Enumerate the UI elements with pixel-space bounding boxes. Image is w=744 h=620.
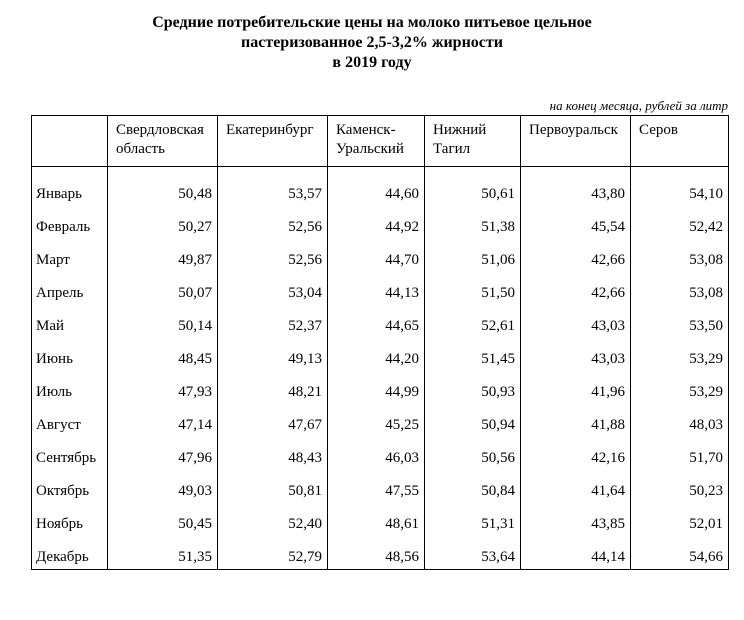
title-line: в 2019 году [332,54,412,71]
price-cell: 50,84 [425,469,521,502]
price-cell: 48,45 [108,337,218,370]
month-cell: Октябрь [32,469,108,502]
column-header: Нижний Тагил [425,116,521,167]
price-cell: 51,45 [425,337,521,370]
price-cell: 53,57 [218,167,328,206]
header-corner-cell [32,116,108,167]
month-cell: Март [32,238,108,271]
price-cell: 53,64 [425,535,521,570]
price-cell: 51,38 [425,205,521,238]
price-cell: 54,66 [631,535,729,570]
price-cell: 50,56 [425,436,521,469]
table-row [32,370,729,403]
document-title [0,13,744,73]
price-cell: 52,56 [218,205,328,238]
price-cell: 43,85 [521,502,631,535]
price-cell: 48,56 [328,535,425,570]
column-header: Екатеринбург [218,116,328,167]
price-cell: 44,60 [328,167,425,206]
table-body [32,167,729,570]
price-cell: 46,03 [328,436,425,469]
price-cell: 48,61 [328,502,425,535]
price-cell: 50,94 [425,403,521,436]
price-cell: 52,56 [218,238,328,271]
month-cell: Сентябрь [32,436,108,469]
price-cell: 50,93 [425,370,521,403]
column-header: Первоуральск [521,116,631,167]
price-cell: 41,96 [521,370,631,403]
month-cell: Май [32,304,108,337]
price-cell: 48,21 [218,370,328,403]
price-cell: 47,67 [218,403,328,436]
price-cell: 47,55 [328,469,425,502]
price-cell: 52,37 [218,304,328,337]
table-row [32,535,729,570]
table-row [32,403,729,436]
month-cell: Декабрь [32,535,108,570]
price-cell: 52,79 [218,535,328,570]
column-header: Свердловская область [108,116,218,167]
column-header: Каменск- Уральский [328,116,425,167]
month-cell: Ноябрь [32,502,108,535]
price-cell: 44,13 [328,271,425,304]
price-cell: 47,14 [108,403,218,436]
price-cell: 42,16 [521,436,631,469]
month-cell: Апрель [32,271,108,304]
price-cell: 43,80 [521,167,631,206]
price-cell: 50,27 [108,205,218,238]
price-cell: 45,54 [521,205,631,238]
price-cell: 50,23 [631,469,729,502]
price-cell: 50,14 [108,304,218,337]
price-cell: 51,31 [425,502,521,535]
price-cell: 51,06 [425,238,521,271]
price-cell: 43,03 [521,304,631,337]
price-cell: 41,88 [521,403,631,436]
month-cell: Июль [32,370,108,403]
table-row [32,337,729,370]
price-cell: 49,13 [218,337,328,370]
price-cell: 50,81 [218,469,328,502]
price-cell: 50,45 [108,502,218,535]
price-cell: 51,50 [425,271,521,304]
price-cell: 47,96 [108,436,218,469]
unit-note: на конец месяца, рублей за литр [549,98,728,113]
table-row [32,304,729,337]
price-cell: 53,08 [631,271,729,304]
price-cell: 48,03 [631,403,729,436]
price-cell: 53,29 [631,370,729,403]
price-cell: 50,07 [108,271,218,304]
month-cell: Февраль [32,205,108,238]
price-cell: 53,29 [631,337,729,370]
price-cell: 52,40 [218,502,328,535]
table-row [32,167,729,206]
milk-prices-table [31,115,729,570]
price-cell: 47,93 [108,370,218,403]
price-cell: 42,66 [521,271,631,304]
price-cell: 44,14 [521,535,631,570]
price-cell: 54,10 [631,167,729,206]
price-cell: 53,04 [218,271,328,304]
column-header: Серов [631,116,729,167]
month-cell: Август [32,403,108,436]
price-cell: 41,64 [521,469,631,502]
month-cell: Июнь [32,337,108,370]
price-cell: 51,35 [108,535,218,570]
price-cell: 52,42 [631,205,729,238]
price-cell: 52,61 [425,304,521,337]
table-row [32,205,729,238]
month-cell: Январь [32,167,108,206]
table-row [32,238,729,271]
price-cell: 45,25 [328,403,425,436]
table-row [32,469,729,502]
price-cell: 44,70 [328,238,425,271]
price-cell: 44,65 [328,304,425,337]
price-cell: 44,92 [328,205,425,238]
table-row [32,436,729,469]
price-cell: 42,66 [521,238,631,271]
price-cell: 44,20 [328,337,425,370]
table-row [32,502,729,535]
price-cell: 52,01 [631,502,729,535]
price-cell: 53,50 [631,304,729,337]
title-line: пастеризованное 2,5-3,2% жирности [241,34,503,51]
table-row [32,271,729,304]
price-cell: 48,43 [218,436,328,469]
price-cell: 44,99 [328,370,425,403]
price-cell: 50,48 [108,167,218,206]
title-line: Средние потребительские цены на молоко питьевое цельное [152,14,592,31]
price-cell: 49,03 [108,469,218,502]
price-cell: 49,87 [108,238,218,271]
price-cell: 43,03 [521,337,631,370]
price-cell: 50,61 [425,167,521,206]
price-cell: 51,70 [631,436,729,469]
table-header-row [32,116,729,167]
price-cell: 53,08 [631,238,729,271]
